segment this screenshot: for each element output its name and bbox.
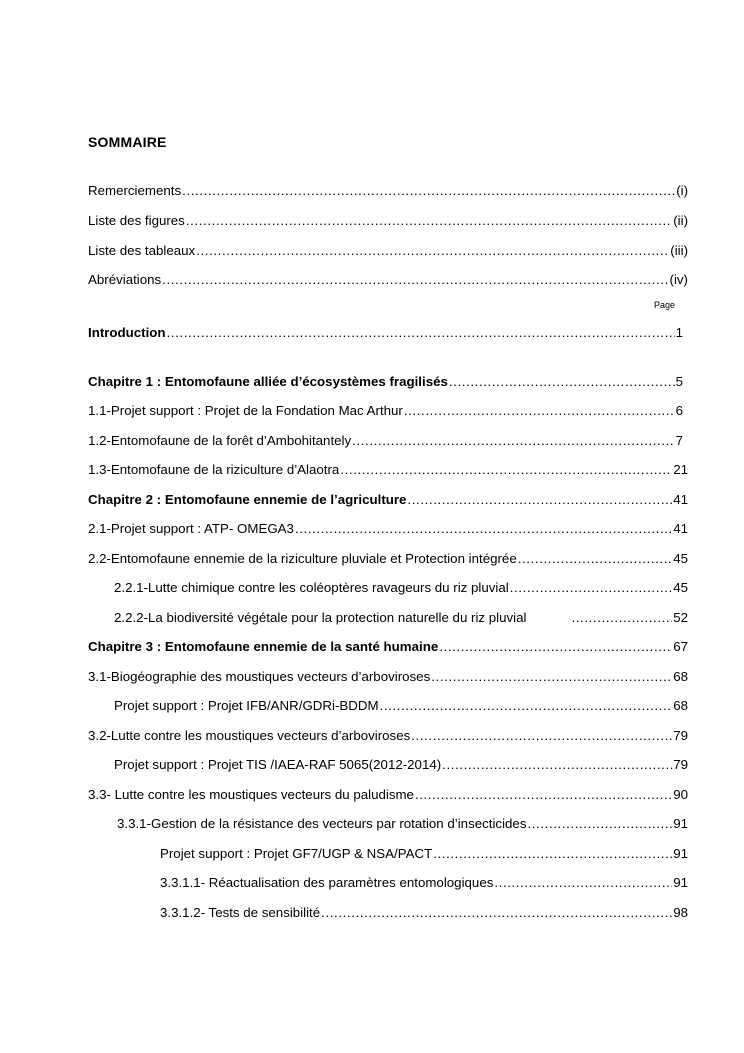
toc-entry-text: Projet support : Projet IFB/ANR/GDRi-BDDM — [114, 698, 379, 713]
toc-row-2-2-2[interactable] — [114, 608, 688, 628]
toc-leader — [527, 814, 672, 834]
toc-leader — [196, 241, 669, 261]
toc-page-number: 6 — [675, 403, 683, 418]
toc-leader — [433, 844, 672, 864]
toc-leader — [340, 460, 672, 480]
toc-leader — [518, 549, 672, 569]
toc-page-number: 7 — [675, 433, 683, 448]
toc-entry-text: 3.3.1-Gestion de la résistance des vecteurs par rotation d’insecticides — [117, 816, 527, 831]
toc-leader — [411, 726, 672, 746]
toc-page-number: 68 — [673, 698, 688, 713]
toc-page-number: 79 — [673, 728, 688, 743]
toc-leader — [449, 372, 675, 392]
toc-entry-text: Remerciements — [88, 183, 182, 198]
toc-row-introduction[interactable] — [88, 323, 683, 343]
toc-leader — [182, 181, 675, 201]
toc-entry-text: Projet support : Projet TIS /IAEA-RAF 5065(2012-2014) — [114, 757, 442, 772]
toc-row-liste-figures[interactable] — [88, 211, 688, 231]
toc-entry-text: 3.3- Lutte contre les moustiques vecteurs du paludisme — [88, 787, 414, 802]
toc-entry-text: Chapitre 2 : Entomofaune ennemie de l’agriculture — [88, 492, 407, 507]
toc-leader — [380, 696, 673, 716]
toc-page-number: 45 — [673, 551, 688, 566]
toc-row-2-1[interactable] — [88, 519, 688, 539]
toc-page-number: 45 — [673, 580, 688, 595]
toc-leader — [186, 211, 672, 231]
toc-heading: SOMMAIRE — [88, 134, 167, 150]
toc-leader — [162, 270, 668, 290]
toc-row-3-2[interactable] — [88, 726, 688, 746]
toc-page-number: (iv) — [669, 272, 688, 287]
toc-row-projet-gf7[interactable] — [160, 844, 688, 864]
toc-page-number: 5 — [675, 374, 683, 389]
toc-page-number: 91 — [673, 846, 688, 861]
toc-page-number: 98 — [673, 905, 688, 920]
toc-row-1-1[interactable] — [88, 401, 683, 421]
toc-entry-text: 2.1-Projet support : ATP- OMEGA3 — [88, 521, 294, 536]
toc-leader — [295, 519, 672, 539]
toc-entry-text: 3.3.1.1- Réactualisation des paramètres entomologiques — [160, 875, 494, 890]
toc-page-number: (iii) — [670, 243, 688, 258]
toc-entry-text: Chapitre 1 : Entomofaune alliée d’écosystèmes fragilisés — [88, 374, 448, 389]
toc-leader — [571, 608, 672, 628]
toc-row-chapitre-3[interactable] — [88, 637, 688, 657]
page-column-label: Page — [654, 300, 676, 310]
toc-leader — [431, 667, 672, 687]
toc-page-number: 52 — [673, 610, 688, 625]
toc-page-number: 79 — [673, 757, 688, 772]
toc-leader — [321, 903, 672, 923]
toc-row-2-2[interactable] — [88, 549, 688, 569]
toc-leader — [510, 578, 673, 598]
toc-page-number: 41 — [673, 492, 688, 507]
toc-row-3-3[interactable] — [88, 785, 688, 805]
toc-entry-text: 3.2-Lutte contre les moustiques vecteurs d’arboviroses — [88, 728, 411, 743]
toc-row-liste-tableaux[interactable] — [88, 241, 688, 261]
toc-entry-text: 3.1-Biogéographie des moustiques vecteurs d’arboviroses — [88, 669, 431, 684]
toc-page-number: 21 — [673, 462, 688, 477]
toc-leader — [407, 490, 672, 510]
toc-leader — [167, 323, 675, 343]
toc-entry-text: 2.2.2-La biodiversité végétale pour la protection naturelle du riz pluvial — [114, 610, 527, 625]
toc-leader — [352, 431, 674, 451]
toc-row-abreviations[interactable] — [88, 270, 688, 290]
toc-entry-text: Projet support : Projet GF7/UGP & NSA/PACT — [160, 846, 433, 861]
toc-entry-text: Introduction — [88, 325, 166, 340]
toc-page-number: 41 — [673, 521, 688, 536]
toc-entry-text: Chapitre 3 : Entomofaune ennemie de la santé humaine — [88, 639, 439, 654]
toc-entry-text: 1.3-Entomofaune de la riziculture d’Alaotra — [88, 462, 340, 477]
toc-page-number: (ii) — [673, 213, 688, 228]
toc-row-3-3-1-1[interactable] — [160, 873, 688, 893]
toc-row-3-3-1-2[interactable] — [160, 903, 688, 923]
toc-page-number: 1 — [675, 325, 683, 340]
toc-row-1-2[interactable] — [88, 431, 683, 451]
toc-page-number: 90 — [673, 787, 688, 802]
toc-entry-text: Abréviations — [88, 272, 162, 287]
toc-page-number: 67 — [673, 639, 688, 654]
toc-row-2-2-1[interactable] — [114, 578, 688, 598]
toc-entry-text: 1.1-Projet support : Projet de la Fondation Mac Arthur — [88, 403, 403, 418]
toc-page-number: 91 — [673, 816, 688, 831]
toc-entry-text: 2.2-Entomofaune ennemie de la riziculture pluviale et Protection intégrée — [88, 551, 517, 566]
toc-leader — [442, 755, 672, 775]
toc-row-chapitre-2[interactable] — [88, 490, 688, 510]
toc-leader — [439, 637, 672, 657]
toc-page-number: (i) — [676, 183, 688, 198]
toc-row-3-1[interactable] — [88, 667, 688, 687]
toc-row-1-3[interactable] — [88, 460, 688, 480]
toc-row-remerciements[interactable] — [88, 181, 688, 201]
toc-entry-text: 1.2-Entomofaune de la forêt d’Ambohitantely — [88, 433, 352, 448]
toc-leader — [494, 873, 672, 893]
toc-entry-text: Liste des tableaux — [88, 243, 196, 258]
toc-entry-text: Liste des figures — [88, 213, 185, 228]
toc-row-3-3-1[interactable] — [117, 814, 688, 834]
toc-row-chapitre-1[interactable] — [88, 372, 683, 392]
toc-row-projet-tis[interactable] — [114, 755, 688, 775]
toc-leader — [404, 401, 675, 421]
toc-entry-text: 3.3.1.2- Tests de sensibilité — [160, 905, 321, 920]
toc-row-projet-ifb[interactable] — [114, 696, 688, 716]
toc-entry-text: 2.2.1-Lutte chimique contre les coléoptères ravageurs du riz pluvial — [114, 580, 509, 595]
toc-leader — [415, 785, 672, 805]
toc-page-number: 91 — [673, 875, 688, 890]
toc-page-number: 68 — [673, 669, 688, 684]
